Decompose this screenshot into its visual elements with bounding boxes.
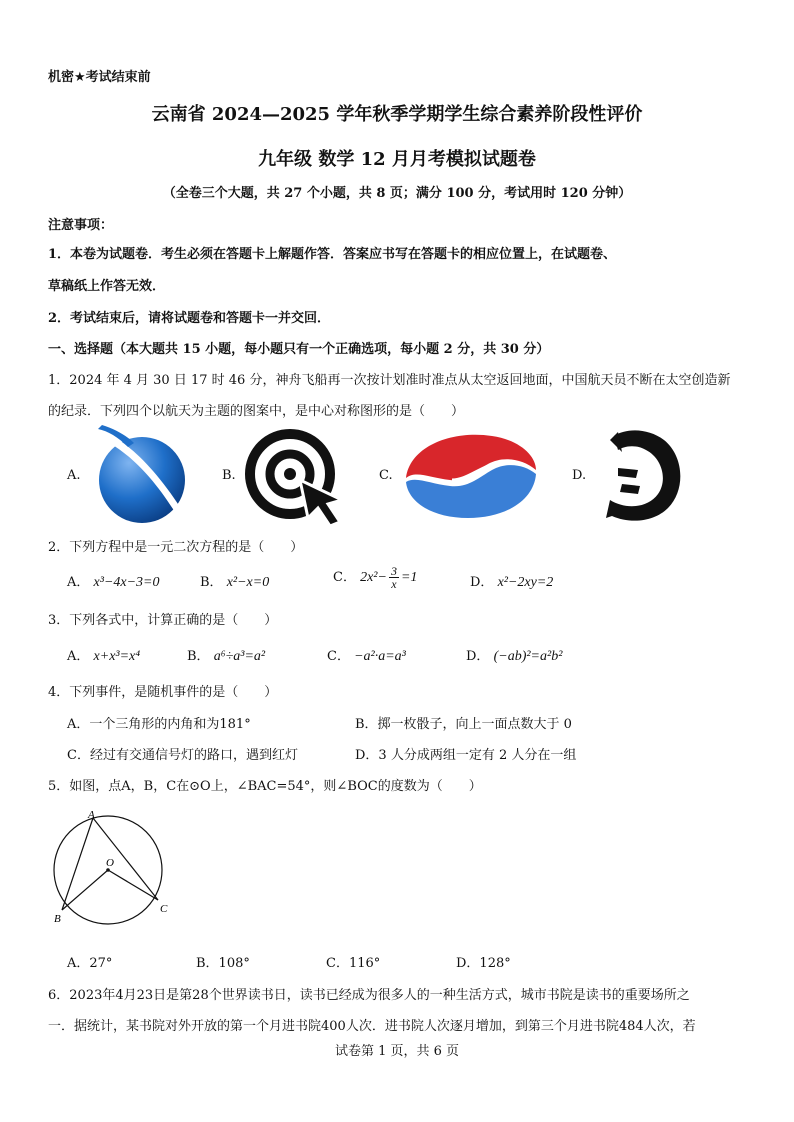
exam-subtitle-grade: 九年级 数学 12 月月考模拟试题卷 [258, 149, 536, 170]
q3-option-b-label: B． [187, 649, 210, 664]
q2-option-c [333, 565, 417, 590]
q2-option-a-text: x³−4x−3=0 [93, 575, 160, 590]
notes-heading: 注意事项： [48, 218, 114, 233]
q1-option-d-label: D. [572, 468, 587, 483]
note-item-1: 1．本卷为试题卷．考生必须在答题卡上解题作答．答案应书写在答题卡的相应位置上，在试题卷、 [48, 247, 617, 262]
q4-stem: 4．下列事件，是随机事件的是（ ） [48, 685, 278, 700]
confidential-label: 机密★考试结束前 [48, 70, 151, 85]
q5-stem: 5．如图，点A，B，C在⊙O上，∠BAC=54°，则∠BOC的度数为（ ） [48, 779, 482, 794]
q5-option-a: A．27° [67, 956, 113, 971]
q4-option-b: B．掷一枚骰子，向上一面点数大于 0 [355, 717, 572, 732]
q3-option-c [327, 645, 406, 665]
q3-option-a-label: A． [67, 649, 90, 664]
q2-option-d-text: x²−2xy=2 [497, 575, 554, 590]
sphere-logo-icon [88, 425, 190, 523]
q1-stem-line2: 的纪录．下列四个以航天为主题的图案中，是中心对称图形的是（ ） [48, 404, 465, 419]
q3-option-c-text: −a²·a=a³ [354, 649, 406, 664]
q2-option-d-label: D． [470, 575, 494, 590]
segment-ac [93, 818, 158, 900]
q2-option-a-label: A． [67, 575, 90, 590]
q3-option-d-text: (−ab)²=a²b² [493, 649, 563, 664]
q2-option-b [200, 571, 269, 591]
point-label-a: A [88, 809, 95, 821]
q1-option-c-label: C. [379, 468, 393, 483]
point-label-o: O [106, 857, 114, 869]
q2-option-c-post: =1 [400, 570, 418, 585]
taiji-wave-logo-icon [402, 430, 538, 520]
q4-option-c: C．经过有交通信号灯的路口，遇到红灯 [67, 748, 298, 763]
section-heading: 一、选择题（本大题共 15 小题，每小题只有一个正确选项，每小题 2 分，共 30 分） [48, 342, 550, 357]
point-label-c: C [160, 903, 168, 915]
swirl-logo-icon [596, 428, 688, 524]
q2-option-b-text: x²−x=0 [226, 575, 270, 590]
q2-option-d [470, 571, 553, 591]
q2-option-a [67, 571, 160, 591]
q6-stem-line2: 一．据统计，某书院对外开放的第一个月进书院400人次．进书院人次逐月增加，到第三个月进书院484人次，若 [48, 1019, 696, 1034]
q2-option-c-fraction [389, 565, 399, 590]
note-item-2: 2．考试结束后，请将试题卷和答题卡一并交回． [48, 311, 331, 326]
segment-oc [108, 870, 158, 900]
q3-option-a [67, 645, 140, 665]
q5-circle-figure [50, 808, 180, 928]
q6-stem-line1: 6．2023年4月23日是第28个世界读书日，读书已经成为很多人的一种生活方式，城市书院是读书的重要场所之 [48, 988, 690, 1003]
q1-stem-line1: 1．2024 年 4 月 30 日 17 时 46 分，神舟飞船再一次按计划准时准点从太空返回地面，中国航天员不断在太空创造新 [48, 373, 731, 388]
note-item-1-cont: 草稿纸上作答无效． [48, 279, 166, 294]
q5-option-c: C．116° [326, 956, 381, 971]
q4-option-a: A．一个三角形的内角和为181° [67, 717, 251, 732]
q3-option-b [187, 645, 265, 665]
target-cursor-logo-icon [242, 428, 350, 526]
q2-option-b-label: B． [200, 575, 223, 590]
q5-option-d: D．128° [456, 956, 511, 971]
exam-info: （全卷三个大题，共 27 个小题，共 8 页；满分 100 分，考试用时 120 分钟） [162, 186, 632, 201]
q1-option-a-label: A. [67, 468, 81, 483]
q3-option-d-label: D． [466, 649, 490, 664]
q2-stem: 2．下列方程中是一元二次方程的是（ ） [48, 540, 304, 555]
q3-option-c-label: C． [327, 649, 350, 664]
q3-option-a-text: x+x³=x⁴ [93, 649, 141, 664]
q3-option-d [466, 645, 562, 665]
q2-option-c-pre: 2x²− [360, 570, 387, 585]
q3-option-b-text: a⁶÷a³=a² [213, 649, 266, 664]
q5-option-b: B．108° [196, 956, 250, 971]
page-number: 试卷第 1 页，共 6 页 [334, 1044, 460, 1059]
point-label-b: B [54, 913, 61, 925]
q4-option-d: D．3 人分成两组一定有 2 人分在一组 [355, 748, 577, 763]
q3-stem: 3．下列各式中，计算正确的是（ ） [48, 613, 278, 628]
q2-option-c-label: C． [333, 570, 356, 585]
exam-title: 云南省 2024—2025 学年秋季学期学生综合素养阶段性评价 [151, 104, 643, 125]
fraction-numerator: 3 [390, 564, 397, 578]
q1-option-b-label: B. [222, 468, 236, 483]
fraction-denominator: x [391, 577, 397, 591]
